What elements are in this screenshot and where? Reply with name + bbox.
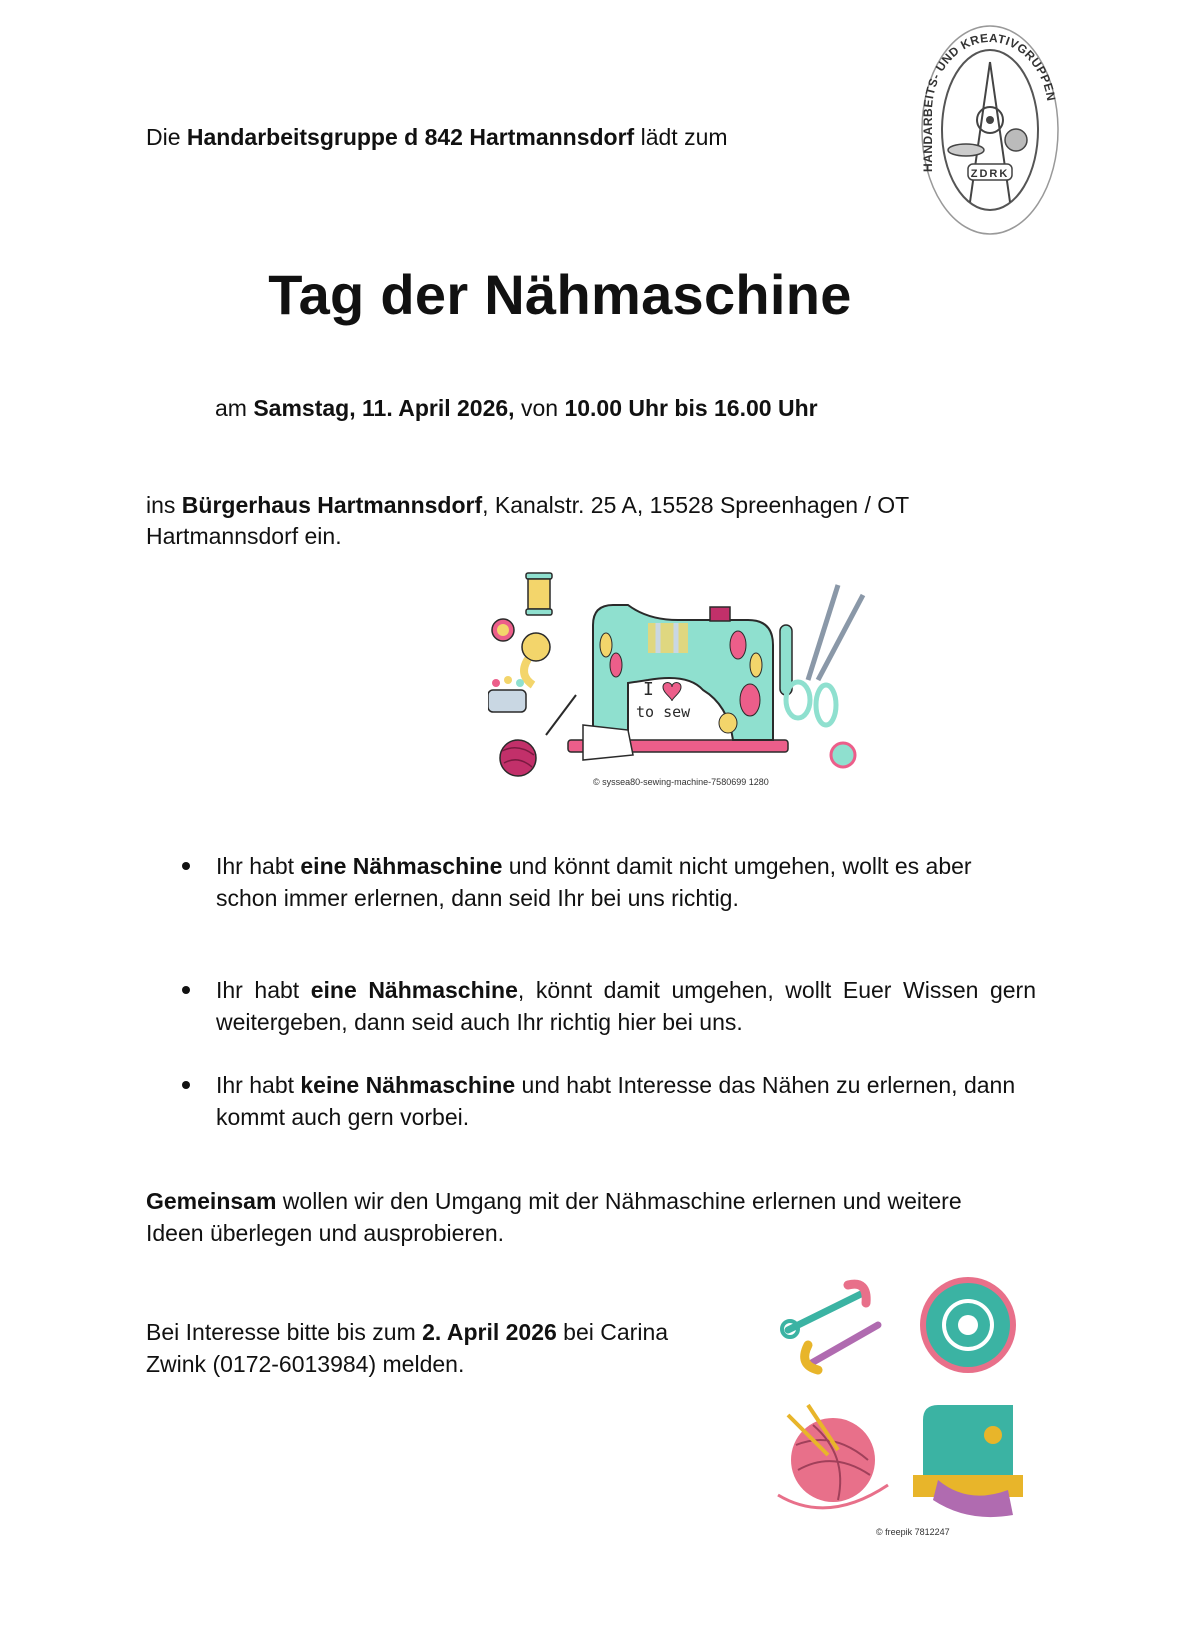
image-credit-main: © syssea80-sewing-machine-7580699 1280 — [593, 777, 769, 787]
crafts-grid-illustration — [768, 1265, 1032, 1523]
venue-name: Bürgerhaus Hartmannsdorf — [181, 492, 483, 518]
event-date-time: am Samstag, 11. April 2026, von 10.00 Uhr bis 16.00 Uhr — [215, 395, 818, 421]
venue-address: , Kanalstr. 25 A, 15528 Spreenhagen / OT Hartmannsdorf ein. — [146, 492, 909, 549]
intro-line: Die Handarbeitsgruppe d 842 Hartmannsdorf lädt zum — [146, 124, 728, 150]
safety-pins-icon — [782, 1284, 878, 1370]
logo-ring-text: HANDARBEITS- UND KREATIVGRUPPEN — [921, 30, 1059, 172]
together-paragraph: Gemeinsam wollen wir den Umgang mit der Nähmaschine erlernen und weitere Ideen überlegen und ausprobieren. — [146, 1188, 962, 1246]
event-time: 10.00 Uhr bis 16.00 Uhr — [564, 395, 818, 421]
event-date: Samstag, 11. April 2026, — [253, 395, 515, 421]
contact-paragraph: Bei Interesse bitte bis zum 2. April 2026 bei Carina Zwink (0172-6013984) melden. — [146, 1319, 669, 1377]
event-location: ins Bürgerhaus Hartmannsdorf, Kanalstr. 25 A, 15528 Spreenhagen / OT Hartmannsdorf ein. — [146, 492, 909, 549]
mini-sewing-machine-icon — [913, 1405, 1023, 1517]
bullet-dot-icon — [182, 1081, 190, 1089]
yarn-ball-icon — [778, 1405, 888, 1508]
registration-deadline: 2. April 2026 — [422, 1319, 557, 1345]
heart-icon — [663, 683, 681, 702]
image-credit-grid: © freepik 7812247 — [876, 1527, 950, 1537]
logo-badge: ZDRK — [970, 168, 1010, 180]
page-title: Tag der Nähmaschine — [268, 263, 852, 326]
sewing-machine-illustration — [488, 565, 873, 785]
pin-cushion-icon — [920, 1277, 1016, 1373]
bullet-list — [176, 850, 1036, 1182]
group-name: Handarbeitsgruppe d 842 Hartmannsdorf — [186, 124, 635, 150]
illustration-text-to-sew: to sew — [636, 703, 691, 721]
zdrk-logo — [918, 22, 1062, 238]
bullet-dot-icon — [182, 986, 190, 994]
bullet-dot-icon — [182, 862, 190, 870]
list-item: Ihr habt keine Nähmaschine und habt Interesse das Nähen zu erlernen, dann kommt auch gern vorbei. — [176, 1069, 1036, 1133]
svg-text:HANDARBEITS- UND KREATIVGRUPPE — [921, 31, 1058, 172]
illustration-text-i: I — [643, 679, 654, 700]
list-item: Ihr habt eine Nähmaschine und könnt damit nicht umgehen, wollt es aber schon immer erlernen, dann seid Ihr bei uns richtig. — [176, 850, 1036, 914]
list-item: Ihr habt eine Nähmaschine, könnt damit umgehen, wollt Euer Wissen gern weitergeben, dann seid auch Ihr richtig hier bei uns. — [176, 974, 1036, 1038]
